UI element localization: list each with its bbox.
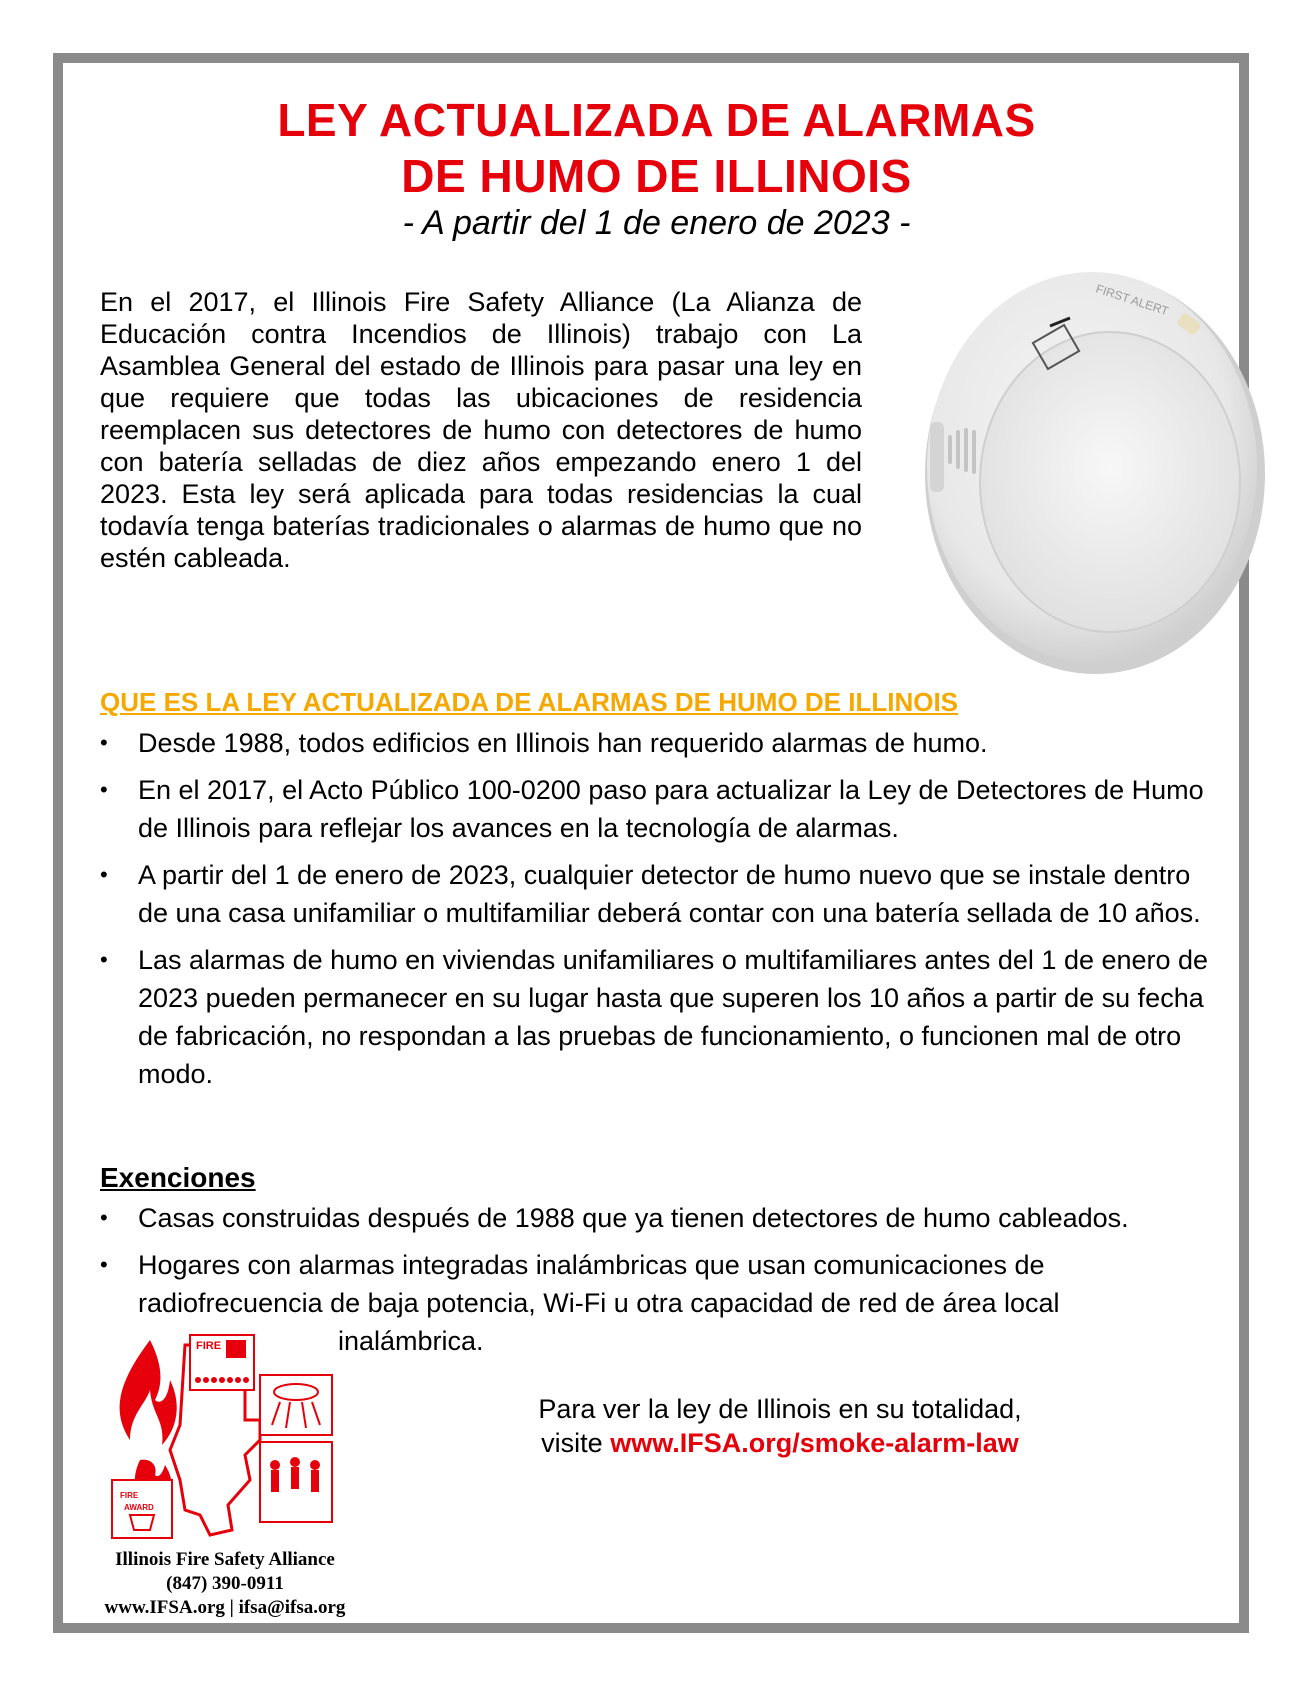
org-contact: www.IFSA.org | ifsa@ifsa.org (104, 1597, 346, 1618)
page-subtitle: - A partir del 1 de enero de 2023 - (402, 204, 911, 242)
smoke-alarm-image (910, 262, 1272, 682)
smoke-alarm-law-link[interactable]: www.IFSA.org/smoke-alarm-law (610, 1428, 1019, 1458)
list-item: • A partir del 1 de enero de 2023, cualquier detector de humo nuevo que se instale dentro de una casa unifamiliar o multifamiliar deberá contar con una batería sellada de 10 años. (100, 856, 1220, 932)
page-title-line1: LEY ACTUALIZADA DE ALARMAS (277, 94, 1036, 146)
law-note-line2 (470, 1426, 1090, 1460)
what-is-list (100, 724, 1220, 1102)
org-name: Illinois Fire Safety Alliance (115, 1549, 335, 1570)
alarm-brand-text: FIRST ALERT (1094, 281, 1171, 319)
law-note-prefix: visite (541, 1428, 611, 1458)
logo-fire-label: FIRE (196, 1340, 222, 1352)
org-phone: (847) 390-0911 (166, 1573, 284, 1594)
ifsa-logo (110, 1330, 346, 1548)
logo-award-label: AWARD (124, 1503, 154, 1512)
page-title-line2: DE HUMO DE ILLINOIS (401, 150, 912, 202)
exemption-text-tail: inalámbrica. (338, 1326, 484, 1356)
list-item: • Desde 1988, todos edificios en Illinois han requerido alarmas de humo. (100, 724, 1220, 762)
section-heading-what-is: QUE ES LA LEY ACTUALIZADA DE ALARMAS DE HUMO DE ILLINOIS (100, 687, 959, 717)
intro-paragraph: En el 2017, el Illinois Fire Safety Alliance (La Alianza de Educación contra Incendios de Illinois) trabajo con La Asamblea General del estado de Illinois para pasar una ley en que requiere que todas las ubicaciones de residencia reemplacen sus detectores de humo con detectores de humo con batería selladas de diez años empezando enero 1 del 2023. Esta ley será aplicada para todas residencias la cual todavía tenga baterías tradicionales o alarmas de humo que no estén cableada. (100, 287, 862, 573)
list-item: • Las alarmas de humo en viviendas unifamiliares o multifamiliares antes del 1 de enero de 2023 pueden permanecer en su lugar hasta que superen los 10 años a partir de su fecha de fabricación, no respondan a las pruebas de funcionamiento, o funcionen mal de otro modo. (100, 941, 1220, 1093)
section-heading-exemptions: Exenciones (100, 1162, 256, 1193)
exemption-text: Hogares con alarmas integradas inalámbricas que usan comunicaciones de radiofrecuencia de baja potencia, Wi-Fi u otra capacidad de red de área local (138, 1250, 1060, 1318)
list-item: • Casas construidas después de 1988 que ya tienen detectores de humo cableados. (100, 1199, 1220, 1237)
logo-award-fire-label: FIRE (120, 1491, 139, 1500)
law-note-line1: Para ver la ley de Illinois en su totalidad, (538, 1394, 1022, 1424)
list-item: • En el 2017, el Acto Público 100-0200 paso para actualizar la Ley de Detectores de Humo de Illinois para reflejar los avances en la tecnología de alarmas. (100, 771, 1220, 847)
